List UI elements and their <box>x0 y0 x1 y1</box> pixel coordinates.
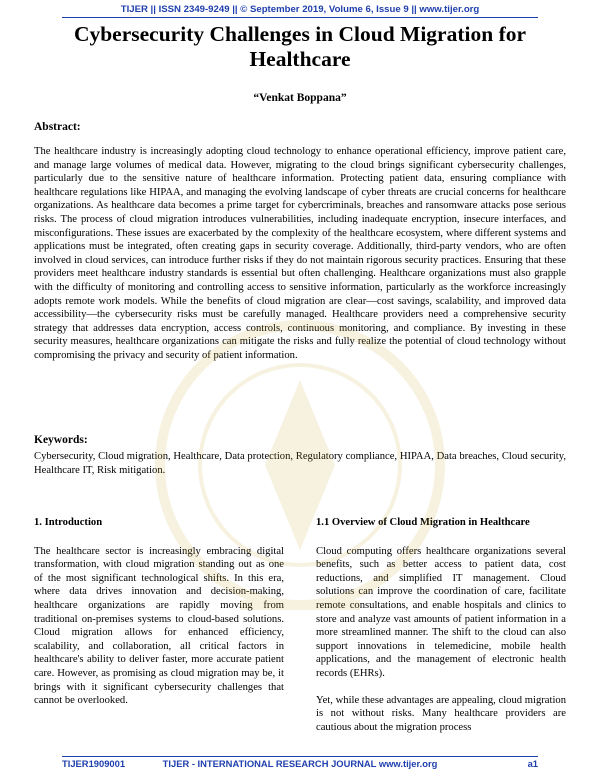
page-number: a1 <box>527 758 538 769</box>
paper-author: “Venkat Boppana” <box>253 92 347 104</box>
page-footer <box>62 758 538 772</box>
overview-heading: 1.1 Overview of Cloud Migration in Healthcare <box>316 517 530 528</box>
introduction-heading: 1. Introduction <box>34 517 103 528</box>
abstract-text: The healthcare industry is increasingly adopting cloud technology to enhance operational efficiency, improve patient care, and manage large volumes of medical data. However, migrating to the cloud brings significant cybersecurity challenges, particularly due to the sensitive nature of healthcare information. Protecting patient data, ensuring compliance with healthcare regulations like HIPAA, and managing the evolving landscape of cyber threats are crucial concerns for healthcare organizations. As healthcare data becomes a prime target for cybercriminals, breaches and ransomware attacks pose serious risks. The process of cloud migration introduces vulnerabilities, including inadequate encryption, insecure interfaces, and misconfigurations. These issues are exacerbated by the complexity of the healthcare ecosystem, where different systems and applications must be integrated, often creating gaps in security coverage. Additionally, third-party vendors, who are often involved in cloud services, can introduce further risks if they do not maintain rigorous security practices. Ensuring that these providers meet healthcare industry standards is essential but often challenging. Healthcare organizations must also grapple with the difficulty of monitoring and controlling access to sensitive information, particularly as the workforce increasingly adopts remote work models. While the benefits of cloud migration are clear—cost savings, scalability, and improved data accessibility—the cybersecurity risks must be carefully managed. Healthcare providers need a comprehensive security strategy that addresses data encryption, access controls, continuous monitoring, and compliance. By investing in these security measures, healthcare organizations can mitigate the risks and fully realize the potential of cloud technology without compromising the privacy and security of patient information. <box>34 146 566 361</box>
overview-text-2: Yet, while these advantages are appealing, cloud migration is not without risks. Many healthcare providers are cautious about the migration process <box>316 694 566 733</box>
paper-title: Cybersecurity Challenges in Cloud Migration for Healthcare <box>73 22 527 71</box>
right-column <box>316 516 566 747</box>
journal-name: TIJER - INTERNATIONAL RESEARCH JOURNAL www.tijer.org <box>162 758 438 769</box>
left-column <box>34 516 284 721</box>
keywords-heading: Keywords: <box>34 434 88 446</box>
overview-text-1: Cloud computing offers healthcare organizations several benefits, such as better access to patient data, cost reductions, and simplified IT management. Cloud solutions can improve the coordination of care, facilitate remote consultations, and enable hospitals and clinics to store and analyze vast amounts of patient information in a more streamlined manner. The shift to the cloud can also support innovations in telemedicine, mobile health applications, and the management of electronic health records (EHRs). <box>316 545 566 679</box>
journal-header: TIJER || ISSN 2349-9249 || © September 2019, Volume 6, Issue 9 || www.tijer.org <box>120 4 480 15</box>
footer-rule <box>62 756 538 757</box>
introduction-text: The healthcare sector is increasingly embracing digital transformation, with cloud migration standing out as one of the most significant technological shifts. In this era, where data drives innovation and decision-making, healthcare organizations are rapidly moving from traditional on-premises systems to cloud-based solutions. Cloud migration allows for enhanced efficiency, scalability, and collaboration, all critical factors in healthcare's ability to deliver faster, more accurate patient care. However, as promising as cloud migration may be, it brings with it significant cybersecurity challenges that cannot be overlooked. <box>34 545 284 707</box>
keywords-text: Cybersecurity, Cloud migration, Healthcare, Data protection, Regulatory compliance, HIPAA, Data breaches, Cloud security, Healthcare IT, Risk mitigation. <box>34 451 566 476</box>
header-rule <box>62 17 538 18</box>
paper-id: TIJER1909001 <box>62 758 126 769</box>
abstract-heading: Abstract: <box>34 121 81 133</box>
